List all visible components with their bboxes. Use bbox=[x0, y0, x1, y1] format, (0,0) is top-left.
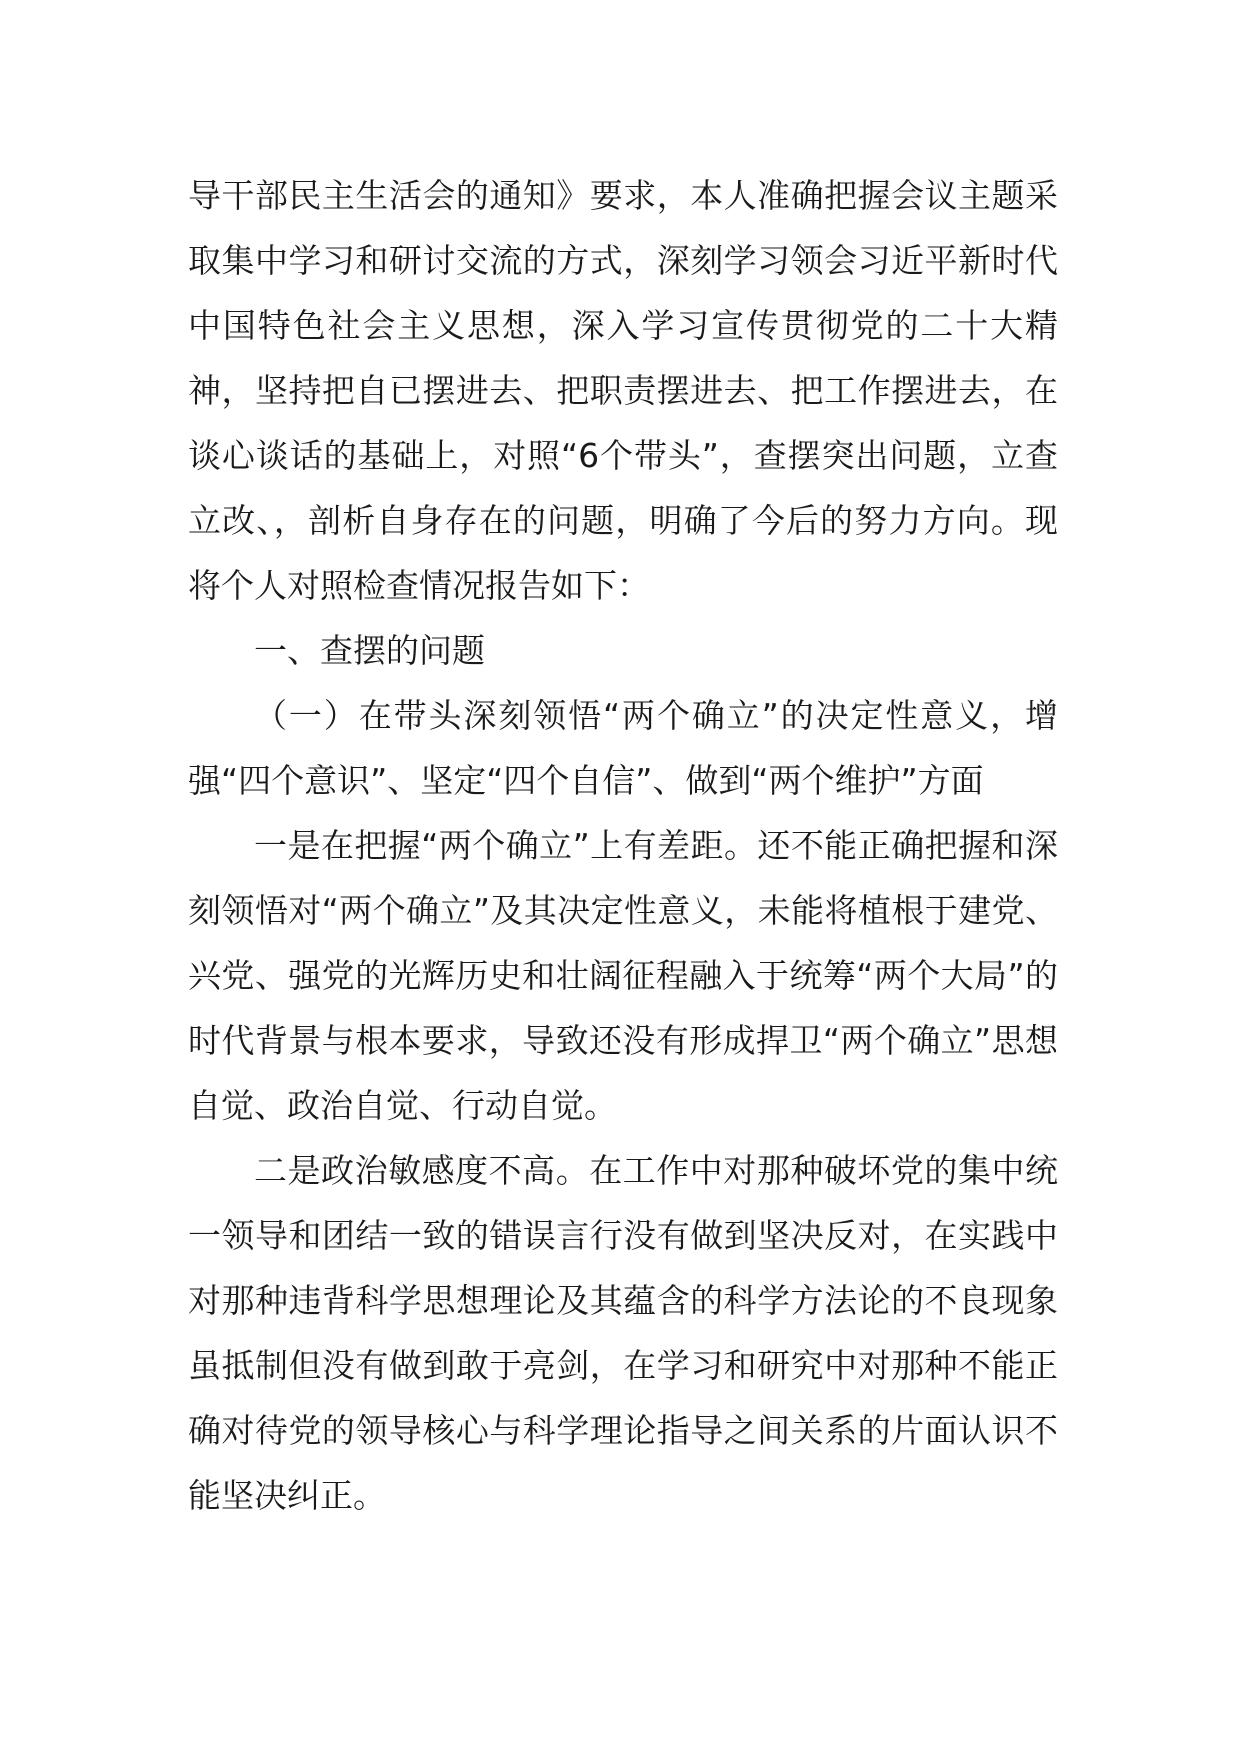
intro-paragraph: 导干部民主生活会的通知》要求，本人准确把握会议主题采取集中学习和研讨交流的方式，深刻学习领会习近平新时代中国特色社会主义思想，深入学习宣传贯彻党的二十大精神，坚持把自已摆进去、把职责摆进去、把工作摆进去，在谈心谈话的基础上，对照“6个带头”，查摆突出问题，立查立改、，剖析自身存在的问题，明确了今后的努力方向。现将个人对照检查情况报告如下： bbox=[188, 176, 1058, 605]
point-one-paragraph: 一是在把握“两个确立”上有差距。还不能正确把握和深刻领悟对“两个确立”及其决定性意义，未能将植根于建党、兴党、强党的光辉历史和壮阔征程融入于统筹“两个大局”的时代背景与根本要求，导致还没有形成捍卫“两个确立”思想自觉、政治自觉、行动自觉。 bbox=[188, 826, 1058, 1125]
subsection-heading: （一）在带头深刻领悟“两个确立”的决定性意义，增强“四个意识”、坚定“四个自信”、做到“两个维护”方面 bbox=[188, 696, 1058, 800]
point-two-paragraph: 二是政治敏感度不高。在工作中对那种破坏党的集中统一领导和团结一致的错误言行没有做到坚决反对，在实践中对那种违背科学思想理论及其蕴含的科学方法论的不良现象虽抵制但没有做到敢于亮剑，在学习和研究中对那种不能正确对待党的领导核心与科学理论指导之间关系的片面认识不能坚决纠正。 bbox=[188, 1151, 1058, 1515]
section-heading: 一、查摆的问题 bbox=[254, 631, 485, 670]
document-body bbox=[188, 163, 1058, 1528]
